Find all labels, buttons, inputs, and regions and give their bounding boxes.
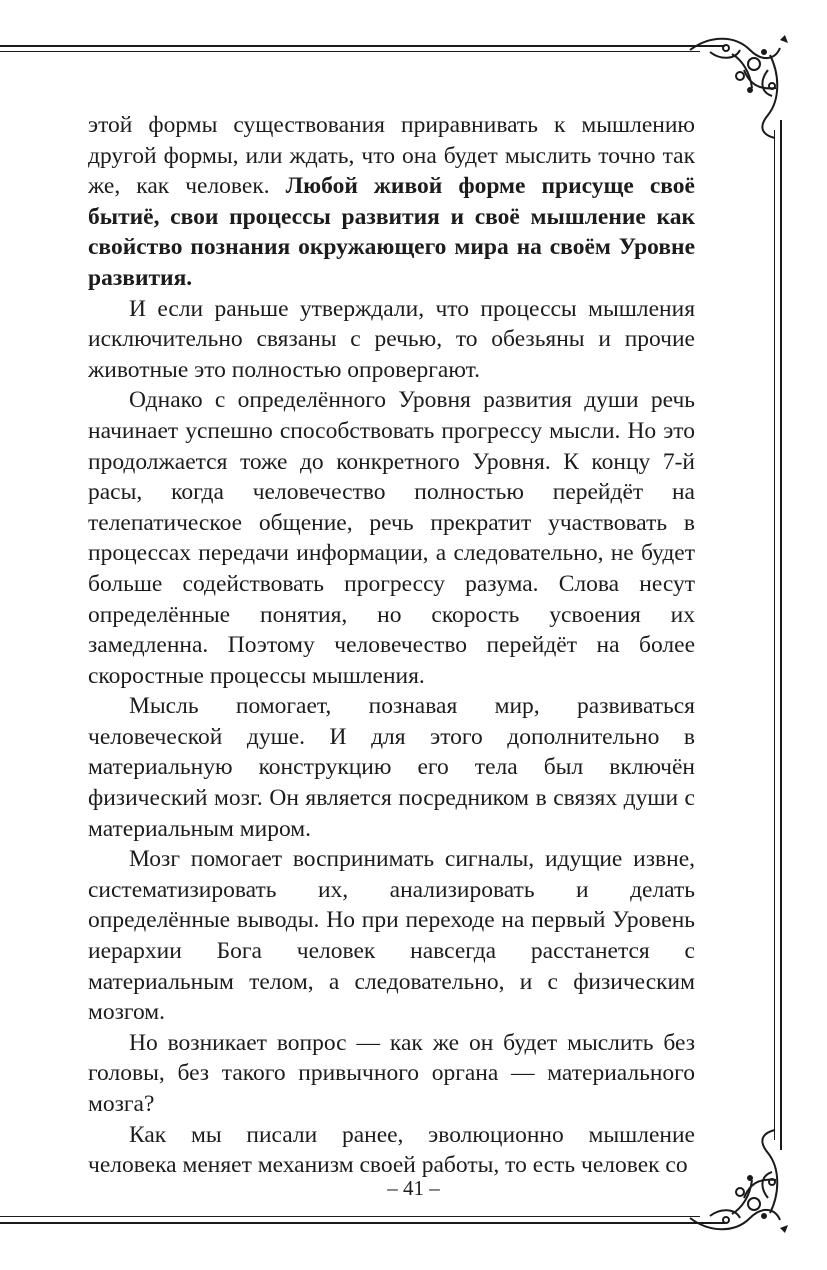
top-border-rule — [0, 45, 725, 47]
body-text — [88, 110, 695, 1181]
bottom-border-rule-inner — [0, 1216, 700, 1217]
paragraph-3: Однако с определённого Уровня развития души речь начинает успешно способствовать прогрессу мысли. Но это продолжается тоже до конкретного Уровня. К концу 7-й расы, когда человечество полностью перейдёт на телепатическое общение, речь прекратит участвовать в процессах передачи информации, а следовательно, не будет больше содействовать прогрессу разума. Слова несут определённые понятия, но скорость усвоения их замедленна. Поэтому человечество перейдёт на более скоростные процессы мышления. — [88, 387, 695, 689]
bottom-border-rule — [0, 1222, 725, 1224]
paragraph-5: Мозг помогает воспринимать сигналы, идущие извне, систематизировать их, анализировать и делать определённые выводы. Но при переходе на первый Уровень иерархии Бога человек навсегда расстанется с материальным телом, а следовательно, и с физическим мозгом. — [88, 846, 695, 1026]
paragraph-6: Но возникает вопрос — как же он будет мыслить без головы, без такого привычного органа — материального мозга? — [88, 1029, 695, 1117]
right-border-rule — [780, 120, 782, 1150]
paragraph-7: Как мы писали ранее, эволюционно мышление человека меняет механизм своей работы, то есть человек со — [88, 1121, 695, 1179]
paragraph-1-bold-text: Любой живой форме присуще своё бытиё, свои процессы развития и своё мышление как свойство познания окружающего мира на своём Уровне развития. — [88, 173, 695, 291]
paragraph-1-text: этой формы существования приравнивать к мышлению другой формы, или ждать, что она будет мыслить точно так же, как человек. — [88, 112, 695, 200]
corner-flourish-icon — [680, 30, 790, 140]
page-number: – 41 – — [387, 1176, 440, 1200]
paragraph-4: Мысль помогает, познавая мир, развиваться человеческой душе. И для этого дополнительно в материальную конструкцию его тела был включён физический мозг. Он является посредником в связях души с материальным миром. — [88, 693, 695, 842]
top-border-rule-inner — [0, 51, 700, 52]
paragraph-2: И если раньше утверждали, что процессы мышления исключительно связаны с речью, то обезьяны и прочие животные это полностью опровергают. — [88, 295, 695, 383]
paragraph-1 — [88, 110, 695, 294]
right-border-rule-inner — [774, 130, 775, 1140]
